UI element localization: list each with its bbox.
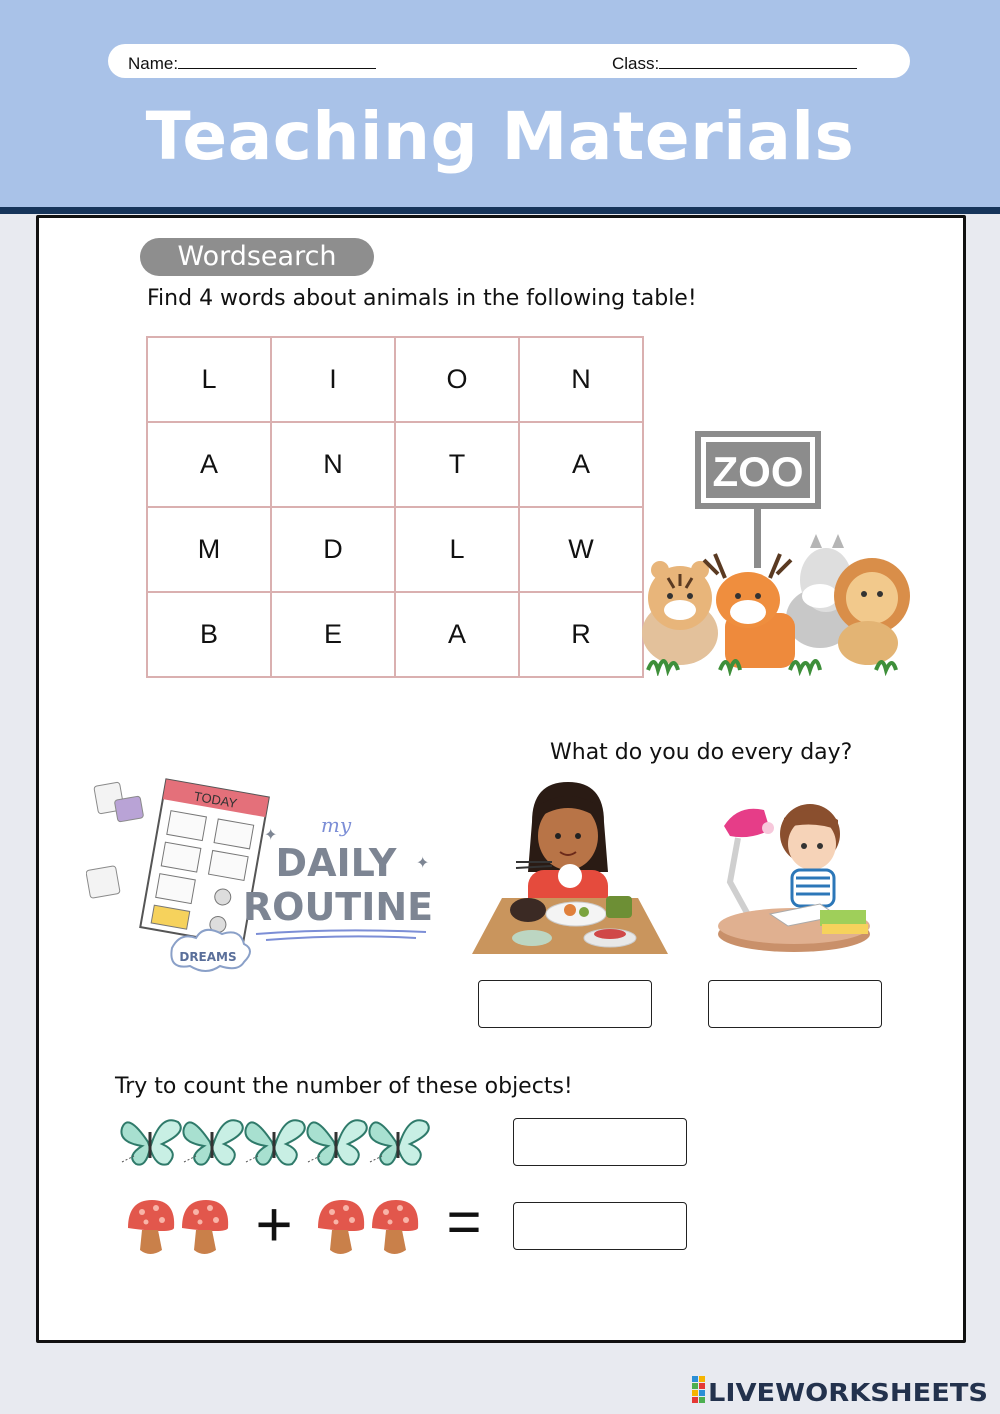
routine-my-text: my [320,813,352,837]
mushroom-sum-answer-box[interactable] [513,1202,687,1250]
svg-text:✦: ✦ [416,853,430,872]
name-field [128,53,376,74]
butterfly-icon [369,1120,428,1164]
class-field [612,53,857,74]
grid-cell[interactable]: N [519,337,643,422]
daily-question: What do you do every day? [550,740,853,765]
grid-cell[interactable]: T [395,422,519,507]
grid-row [147,422,643,507]
logo-text: LIVEWORKSHEETS [708,1378,988,1406]
page-title: Teaching Materials [145,98,855,175]
grid-cell[interactable]: A [147,422,271,507]
name-input-line[interactable] [178,53,376,69]
studying-answer-box[interactable] [708,980,882,1028]
eating-answer-box[interactable] [478,980,652,1028]
wordsearch-instruction: Find 4 words about animals in the following table! [147,286,697,311]
calendar-label: TODAY [192,788,239,811]
grid-cell[interactable]: M [147,507,271,592]
grid-cell[interactable]: O [395,337,519,422]
butterfly-icon [245,1120,304,1164]
equals-sign: = [446,1194,482,1255]
cloud-label: DREAMS [179,950,237,964]
butterfly-count-answer-box[interactable] [513,1118,687,1166]
liveworksheets-logo [692,1374,990,1406]
routine-title-line1: DAILY [275,841,397,885]
grid-cell[interactable]: B [147,592,271,677]
grid-cell[interactable]: I [271,337,395,422]
class-label: Class: [612,54,660,73]
grid-cell[interactable]: R [519,592,643,677]
grid-cell[interactable]: N [271,422,395,507]
grid-cell[interactable]: L [395,507,519,592]
butterflies-row [120,1112,430,1172]
grid-row [147,337,643,422]
girl-studying-illustration [714,798,874,958]
butterfly-icon [121,1120,180,1164]
grid-cell[interactable]: L [147,337,271,422]
grid-row [147,592,643,677]
grid-cell[interactable]: D [271,507,395,592]
girl-eating-illustration [472,778,668,958]
plus-sign: + [255,1194,293,1256]
mushroom-icon [128,1200,174,1254]
zoo-animals-illustration [640,428,912,676]
name-class-bar [108,44,910,78]
grid-cell[interactable]: E [271,592,395,677]
grid-row [147,507,643,592]
wordsearch-section-label: Wordsearch [140,238,374,276]
counting-instruction: Try to count the number of these objects! [115,1074,573,1099]
butterfly-icon [183,1120,242,1164]
zoo-sign-text: ZOO [712,448,804,495]
grid-cell[interactable]: A [395,592,519,677]
butterfly-icon [307,1120,366,1164]
grid-cell[interactable]: W [519,507,643,592]
mushroom-icon [318,1200,364,1254]
svg-text:✦: ✦ [264,825,278,844]
routine-title-line2: ROUTINE [242,885,434,929]
name-label: Name: [128,54,179,73]
wordsearch-grid [146,336,644,678]
mushroom-icon [372,1200,418,1254]
daily-routine-illustration [86,776,436,980]
header-divider [0,207,1000,214]
grid-cell[interactable]: A [519,422,643,507]
mushroom-icon [182,1200,228,1254]
mushroom-addition-row [124,1194,494,1256]
class-input-line[interactable] [659,53,857,69]
